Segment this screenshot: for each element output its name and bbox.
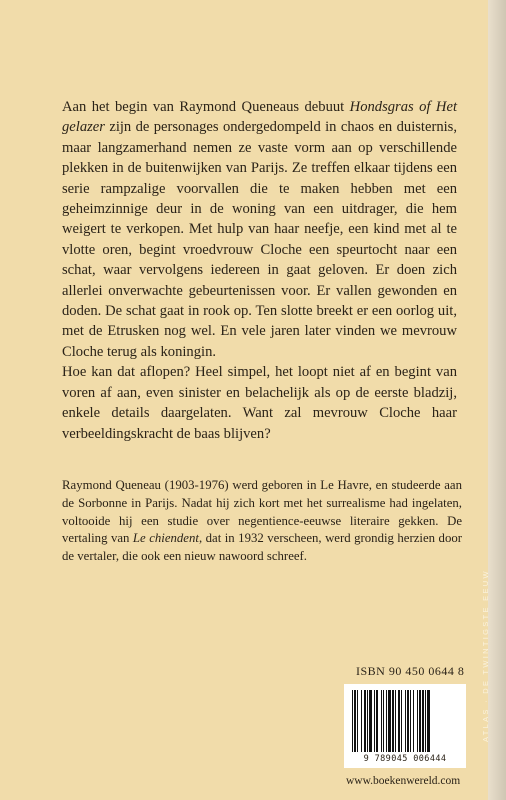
barcode-bar — [425, 690, 426, 752]
spine — [488, 0, 506, 800]
barcode-digits: 9 789045 006444 — [363, 754, 447, 764]
barcode-bar — [388, 690, 391, 752]
original-title: Le chiendent — [132, 531, 199, 546]
barcode-bar — [395, 690, 396, 752]
book-title: Hondsgras of Het gelazer — [62, 99, 457, 136]
barcode-bar — [405, 690, 406, 752]
barcode-bar — [410, 690, 411, 752]
barcode-bar — [427, 690, 430, 752]
barcode-bar — [392, 690, 394, 752]
blurb-text-rest: zijn de personages ondergedompeld in chaos en duisternis, maar langzamerhand nemen ze vaste vorm aan op verschillende plekken in de buitenwijken van Parijs. Ze treffen elkaar tijdens een serie rampzalige voorvallen die te maken hebben met een geheimzinnige deur in de woning van een uitdrager, die hem weigert te verkopen. Met hulp van haar neefje, een kind met al te vlotte oren, begint vroedvrouw Cloche een speurtocht naar een schat, waar vervolgens iedereen in gaat geloven. Er doen zich allerlei onverwachte gebeurtenissen voor. Er vallen gewonden en doden. De schat gaat in rook op. Ten slotte breekt er een oorlog uit, met de Etrusken nog wel. En vele jaren later vinden we mevrouw Cloche terug als koningin. — [62, 119, 457, 360]
blurb-paragraph-2: Hoe kan dat aflopen? Heel simpel, het loopt niet af en begint van voren af aan, even sinister en belachelijk als op de eerste bladzij, enkele details daargelaten. Want zal mevrouw Cloche haar verbeeldingskracht de baas blijven? — [62, 364, 457, 442]
bio-text-rest: , dat in 1932 verscheen, werd grondig herzien door de vertaler, die ook een nieuw nawoord schreef. — [62, 531, 462, 564]
barcode-bar — [357, 690, 358, 752]
barcode-bar — [422, 690, 424, 752]
blurb — [62, 97, 457, 444]
author-bio — [62, 477, 462, 566]
publisher-website: www.boekenwereld.com — [346, 775, 461, 787]
barcode-bar — [369, 690, 372, 752]
barcode-bar — [413, 690, 414, 752]
barcode-bar — [398, 690, 400, 752]
barcode-bar — [383, 690, 384, 752]
barcode — [344, 684, 466, 768]
barcode-bar — [419, 690, 421, 752]
barcode-bar — [352, 690, 353, 752]
barcode-bars — [350, 690, 460, 752]
bio-text-start: Raymond Queneau (1903-1976) werd geboren in Le Havre, en studeerde aan de Sorbonne in Parijs. Nadat hij zich kort met het surrealisme had ingelaten, voltooide hij een studie over negentience-eeuwse literaire gekken. De vertaling van — [62, 478, 462, 546]
barcode-bar — [407, 690, 409, 752]
blurb-text-start: Aan het begin van Raymond Queneaus debuut — [62, 99, 350, 115]
barcode-bar — [367, 690, 368, 752]
barcode-bar — [381, 690, 382, 752]
barcode-bar — [374, 690, 375, 752]
spine-series-label: ATLAS · DE TWINTIGSTE EEUW — [481, 569, 490, 742]
barcode-bar — [354, 690, 356, 752]
barcode-bar — [376, 690, 378, 752]
barcode-bar — [417, 690, 418, 752]
isbn: ISBN 90 450 0644 8 — [356, 664, 465, 678]
barcode-bar — [361, 690, 362, 752]
blurb-paragraph-1 — [62, 97, 457, 362]
barcode-bar — [401, 690, 402, 752]
barcode-bar — [364, 690, 366, 752]
barcode-bar — [386, 690, 387, 752]
